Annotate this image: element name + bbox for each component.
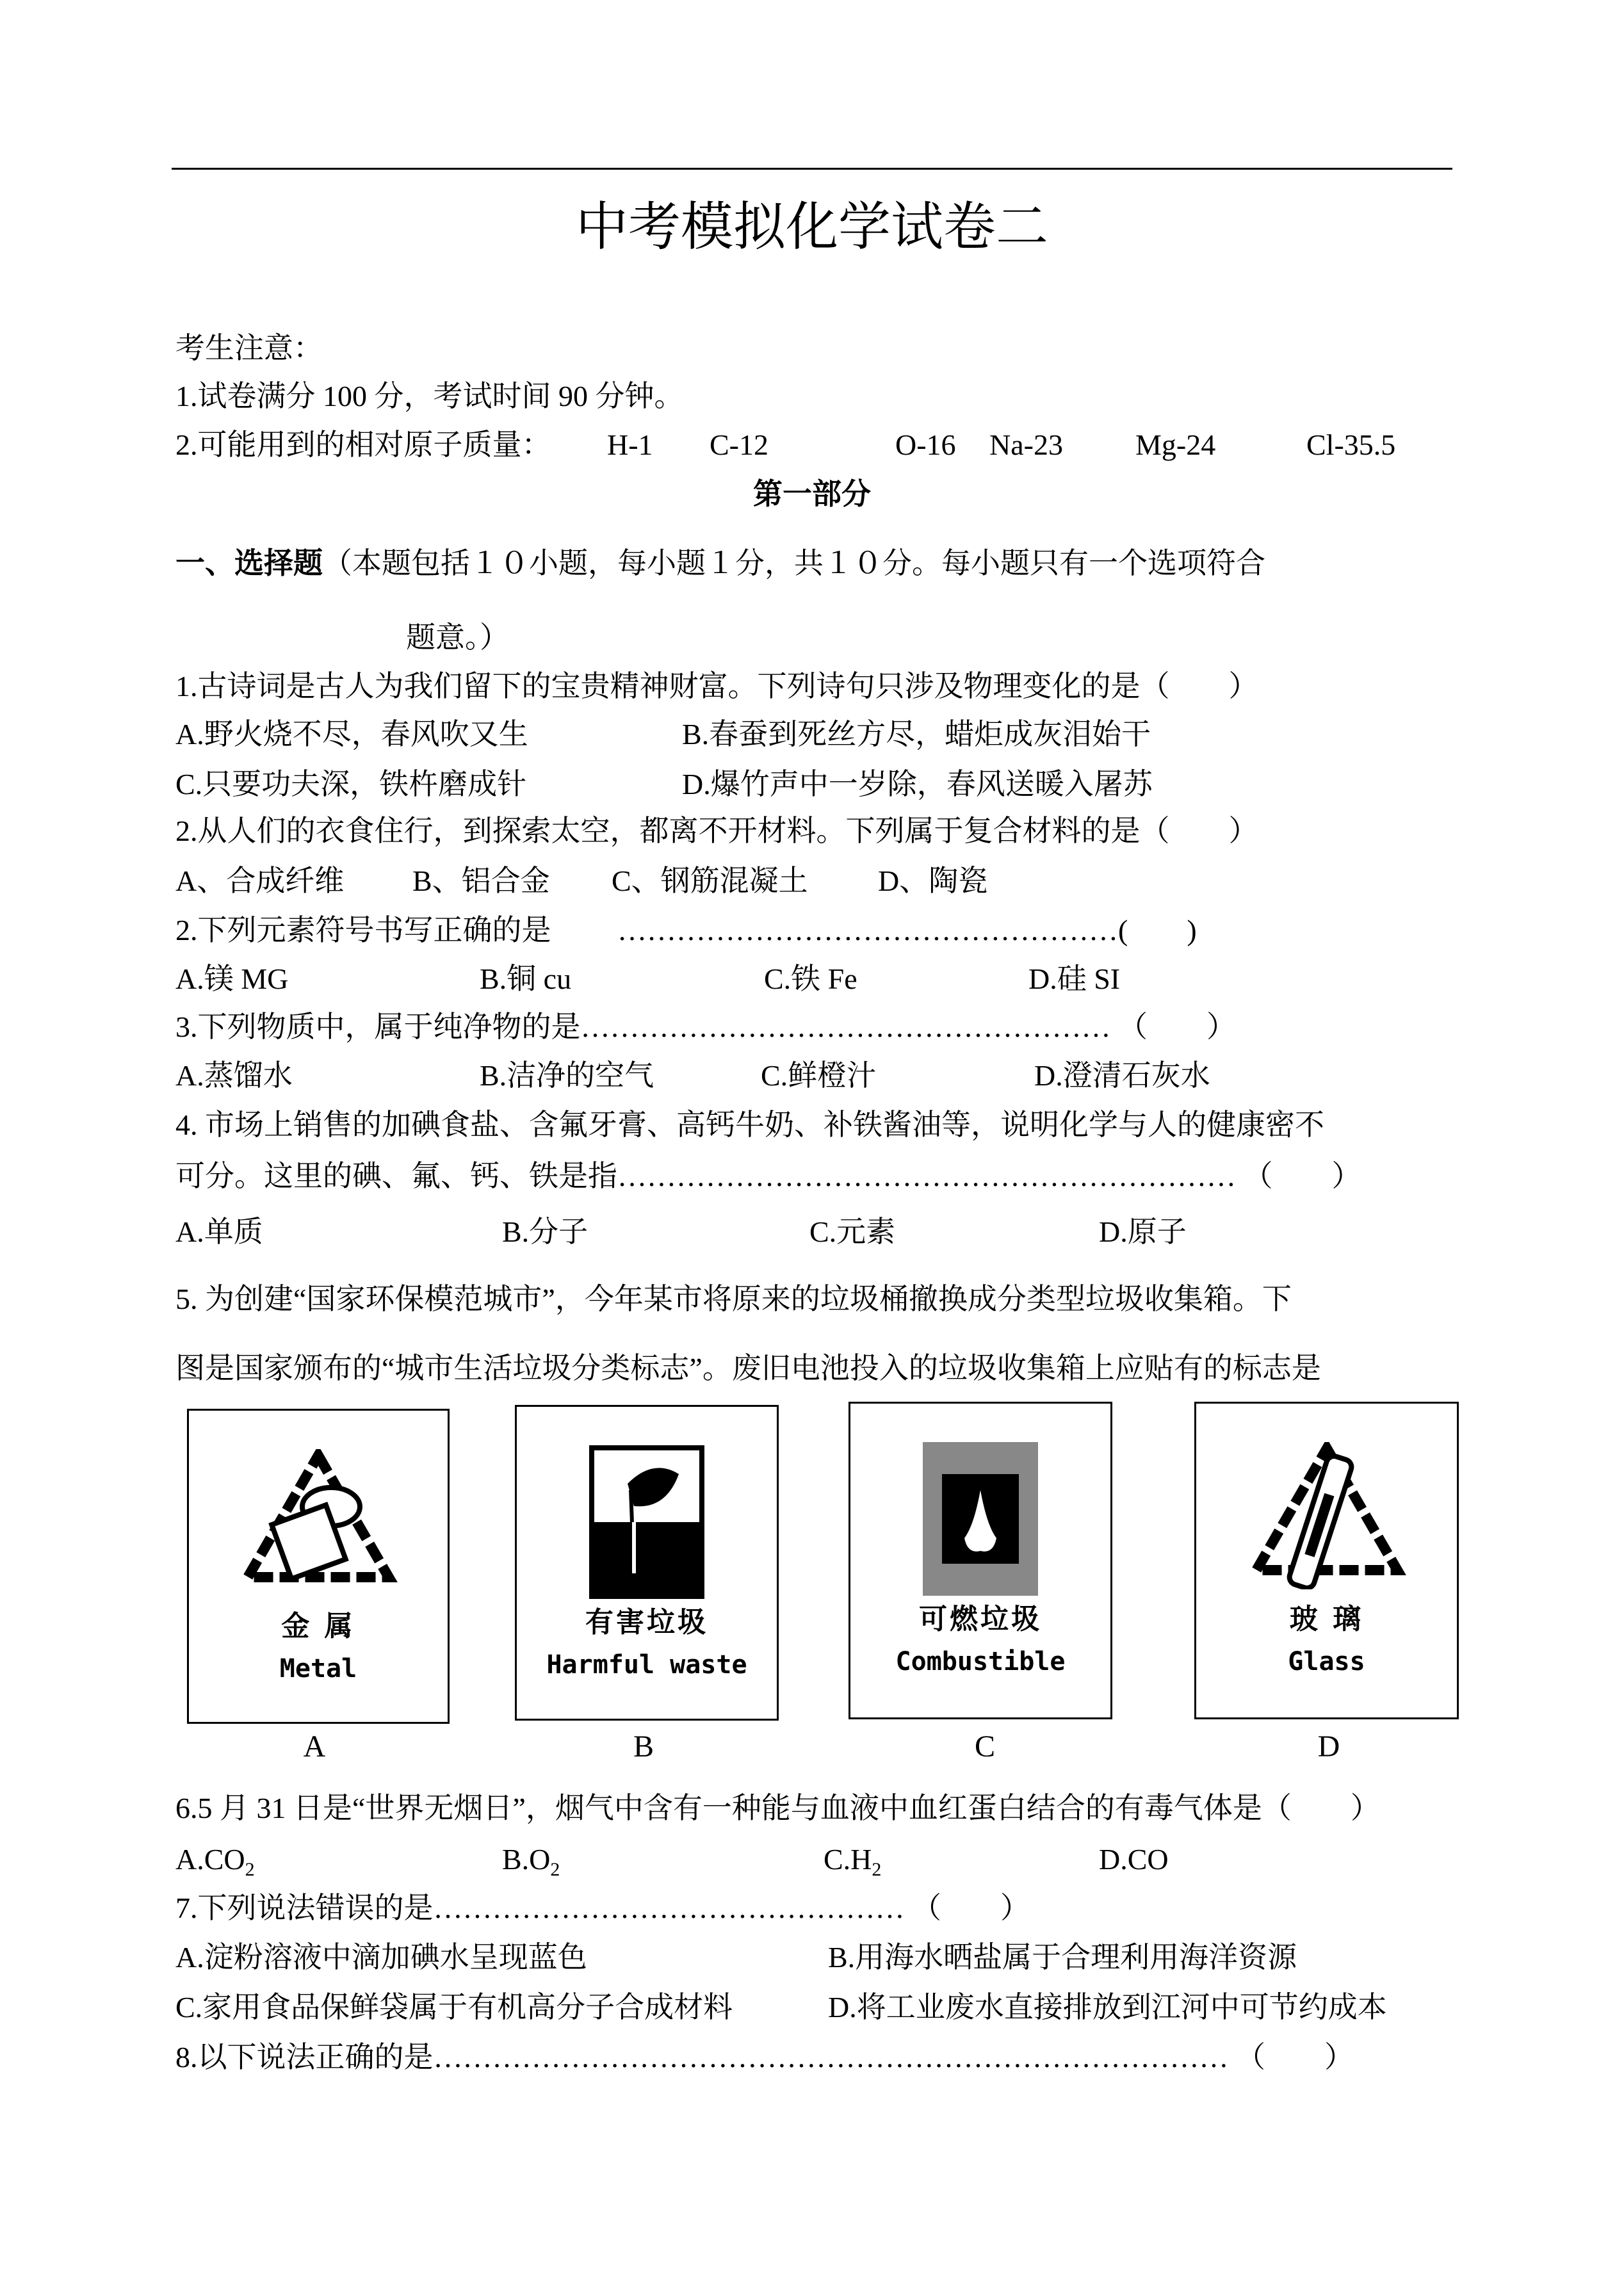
option: D.澄清石灰水: [1034, 1059, 1210, 1092]
recycle-bottle-icon: [1244, 1442, 1410, 1589]
option: [502, 1840, 560, 1889]
mass-na: Na-23: [989, 428, 1063, 461]
section-label: 一、选择题: [175, 547, 323, 580]
option: A、合成纤维: [175, 864, 345, 897]
option: A.镁 MG: [175, 962, 289, 995]
harmful-plant-icon: [589, 1445, 704, 1599]
option: [175, 1840, 255, 1889]
option-text: B.O: [502, 1843, 551, 1876]
sign-en-label: Metal: [279, 1654, 357, 1683]
option: B.分子: [502, 1215, 589, 1248]
sign-glass: [1194, 1402, 1459, 1719]
mass-h: H-1: [607, 428, 653, 461]
sign-cn-label: 可燃垃圾: [919, 1603, 1042, 1635]
option: [824, 1840, 881, 1889]
section-desc: （本题包括１０小题，每小题１分，共１０分。每小题只有一个选项符合: [323, 547, 1265, 580]
question-6: 6.5 月 31 日是“世界无烟日”，烟气中含有一种能与血液中血红蛋白结合的有毒气体是（ ）: [175, 1792, 1380, 1824]
option: C.元素: [809, 1215, 896, 1248]
sign-cn-label: 金 属: [281, 1610, 355, 1642]
part-heading: 第一部分: [753, 478, 871, 510]
subscript: 2: [245, 1859, 255, 1881]
mass-c: C-12: [710, 428, 768, 461]
mass-mg: Mg-24: [1135, 428, 1216, 461]
option: A.单质: [175, 1215, 263, 1248]
sign-letter-d: D: [1317, 1730, 1340, 1764]
option: C、钢筋混凝土: [612, 864, 808, 897]
option: A.淀粉溶液中滴加碘水呈现蓝色: [175, 1941, 587, 1974]
mass-cl: Cl-35.5: [1306, 428, 1396, 461]
option: B.春蚕到死丝方尽，蜡炬成灰泪始干: [682, 718, 1151, 750]
question-7: 7.下列说法错误的是………………………………………… （ ）: [175, 1892, 1030, 1924]
header-rule: [172, 168, 1452, 170]
option: D.将工业废水直接排放到江河中可节约成本: [828, 1991, 1387, 2023]
option: D.爆竹声中一岁除，春风送暖入屠苏: [682, 768, 1153, 800]
question-5: 5. 为创建“国家环保模范城市”，今年某市将原来的垃圾桶撤换成分类型垃圾收集箱。下: [175, 1283, 1292, 1315]
sign-en-label: Combustible: [895, 1647, 1066, 1676]
question-2b: 2.下列元素符号书写正确的是 ……………………………………………( ): [175, 914, 1197, 946]
option: D.硅 SI: [1028, 962, 1121, 995]
question-2: 2.从人们的衣食住行，到探索太空，都离不开材料。下列属于复合材料的是（ ）: [175, 815, 1258, 847]
notice-heading: 考生注意：: [175, 332, 323, 364]
sign-metal: [187, 1409, 450, 1724]
option: C.鲜橙汁: [761, 1059, 877, 1092]
subscript: 2: [872, 1859, 882, 1881]
sign-letter-a: A: [303, 1730, 326, 1764]
section-desc-cont: 题意。）: [406, 621, 509, 654]
option: B.铜 cu: [480, 962, 572, 995]
flame-icon: [923, 1442, 1038, 1596]
option: A.野火烧不尽，春风吹又生: [175, 718, 528, 750]
option: B.用海水晒盐属于合理利用海洋资源: [828, 1941, 1297, 1974]
option: C.只要功夫深，铁杵磨成针: [175, 768, 527, 800]
question-4-cont: 可分。这里的碘、氟、钙、铁是指……………………………………………………… （ ）: [175, 1160, 1361, 1192]
option: D、陶瓷: [878, 864, 988, 897]
option-text: A.CO: [175, 1843, 245, 1876]
option-text: D.CO: [1099, 1843, 1169, 1876]
question-1: 1.古诗词是古人为我们留下的宝贵精神财富。下列诗句只涉及物理变化的是（ ）: [175, 670, 1258, 702]
sign-letter-c: C: [974, 1730, 995, 1764]
sign-en-label: Harmful waste: [546, 1650, 747, 1680]
subscript: 2: [550, 1859, 560, 1881]
sign-cn-label: 玻 璃: [1289, 1603, 1364, 1635]
sign-cn-label: 有害垃圾: [585, 1606, 708, 1639]
option: C.铁 Fe: [764, 962, 857, 995]
sign-letter-b: B: [633, 1730, 654, 1764]
mass-o: O-16: [895, 428, 956, 461]
option: B.洁净的空气: [480, 1059, 654, 1092]
notice-line-1: 1.试卷满分 100 分，考试时间 90 分钟。: [175, 380, 684, 412]
option: C.家用食品保鲜袋属于有机高分子合成材料: [175, 1991, 733, 2023]
question-8: 8.以下说法正确的是……………………………………………………………………… （ ）: [175, 2041, 1354, 2073]
recycle-can-icon: [235, 1449, 402, 1590]
option: [1099, 1840, 1169, 1879]
page-title: 中考模拟化学试卷二: [575, 198, 1048, 256]
option: A.蒸馏水: [175, 1059, 293, 1092]
option-text: C.H: [824, 1843, 872, 1876]
notice-line-2: 2.可能用到的相对原子质量：: [175, 428, 551, 461]
question-3: 3.下列物质中，属于纯净物的是……………………………………………… （ ）: [175, 1010, 1236, 1043]
sign-en-label: Glass: [1288, 1647, 1365, 1676]
option: D.原子: [1099, 1215, 1187, 1248]
section-heading: [175, 544, 1265, 583]
option: B、铝合金: [412, 864, 550, 897]
question-5-cont: 图是国家颁布的“城市生活垃圾分类标志”。废旧电池投入的垃圾收集箱上应贴有的标志是: [175, 1352, 1321, 1384]
sign-combustible: [849, 1402, 1112, 1719]
question-4: 4. 市场上销售的加碘食盐、含氟牙膏、高钙牛奶、补铁酱油等，说明化学与人的健康密不: [175, 1108, 1324, 1141]
sign-harmful: [515, 1405, 779, 1721]
